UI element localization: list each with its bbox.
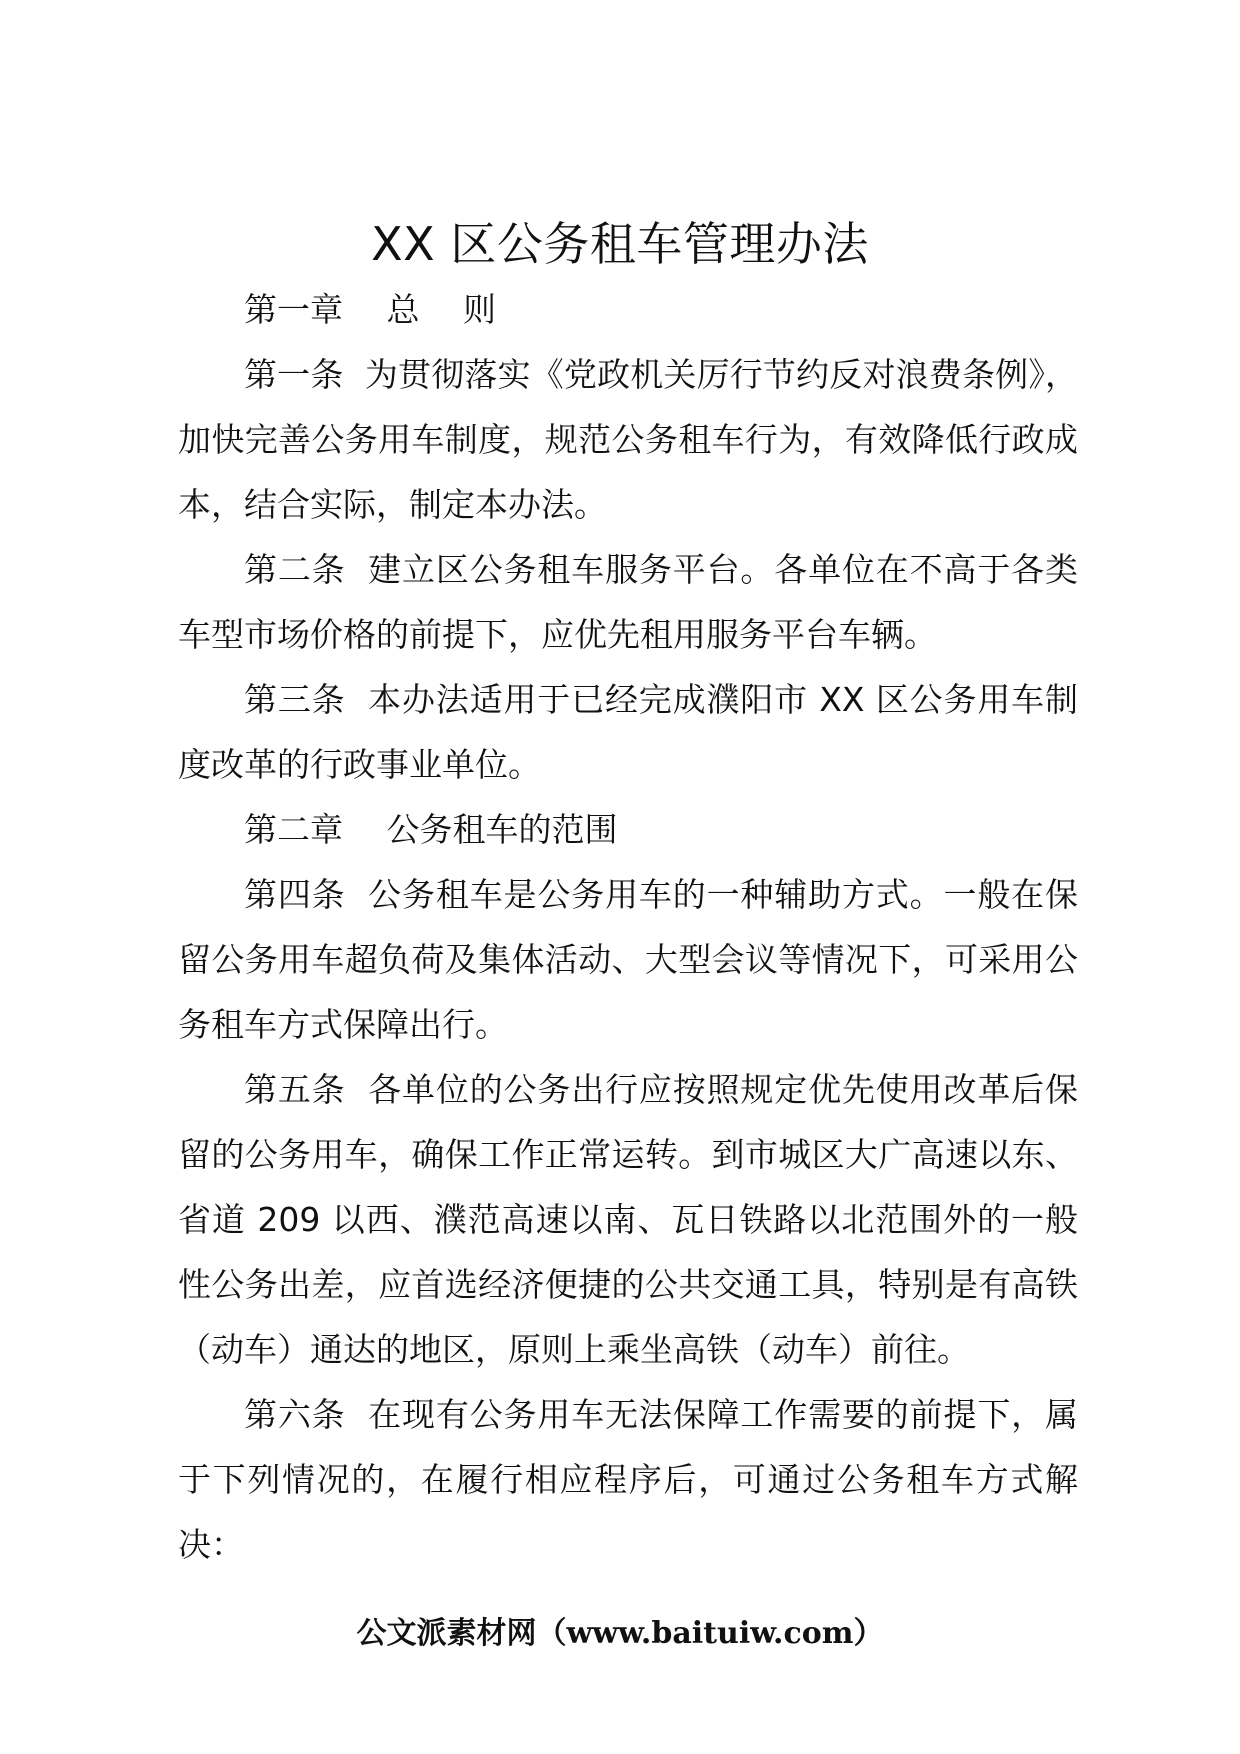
chapter-heading: 第二章 公务租车的范围 — [244, 810, 618, 849]
chapter-heading: 第一章 总 则 — [244, 290, 496, 329]
article-paragraph: 第三条 本办法适用于已经完成濮阳市 XX 区公务用车制度改革的行政事业单位。 — [178, 680, 1078, 784]
document-title: XX 区公务租车管理办法 — [371, 217, 869, 271]
article-paragraph: 第五条 各单位的公务出行应按照规定优先使用改革后保留的公务用车，确保工作正常运转。到市城区大广高速以东、省道 209 以西、濮范高速以南、瓦日铁路以北范围外的一般性公务出差，应首选经济便捷的公共交通工具，特别是有高铁（动车）通达的地区，原则上乘坐高铁（动车）前往。 — [178, 1070, 1078, 1369]
document-body — [178, 277, 1078, 1577]
article-paragraph: 第六条 在现有公务用车无法保障工作需要的前提下，属于下列情况的，在履行相应程序后，可通过公务租车方式解决： — [178, 1395, 1078, 1564]
article-paragraph: 第二条 建立区公务租车服务平台。各单位在不高于各类车型市场价格的前提下，应优先租用服务平台车辆。 — [178, 550, 1078, 654]
article-paragraph: 第一条 为贯彻落实《党政机关厉行节约反对浪费条例》，加快完善公务用车制度，规范公务租车行为，有效降低行政成本，结合实际，制定本办法。 — [178, 355, 1078, 524]
article-paragraph: 第四条 公务租车是公务用车的一种辅助方式。一般在保留公务用车超负荷及集体活动、大型会议等情况下，可采用公务租车方式保障出行。 — [178, 875, 1078, 1044]
footer-watermark: 公文派素材网（www.baituiw.com） — [356, 1616, 884, 1651]
